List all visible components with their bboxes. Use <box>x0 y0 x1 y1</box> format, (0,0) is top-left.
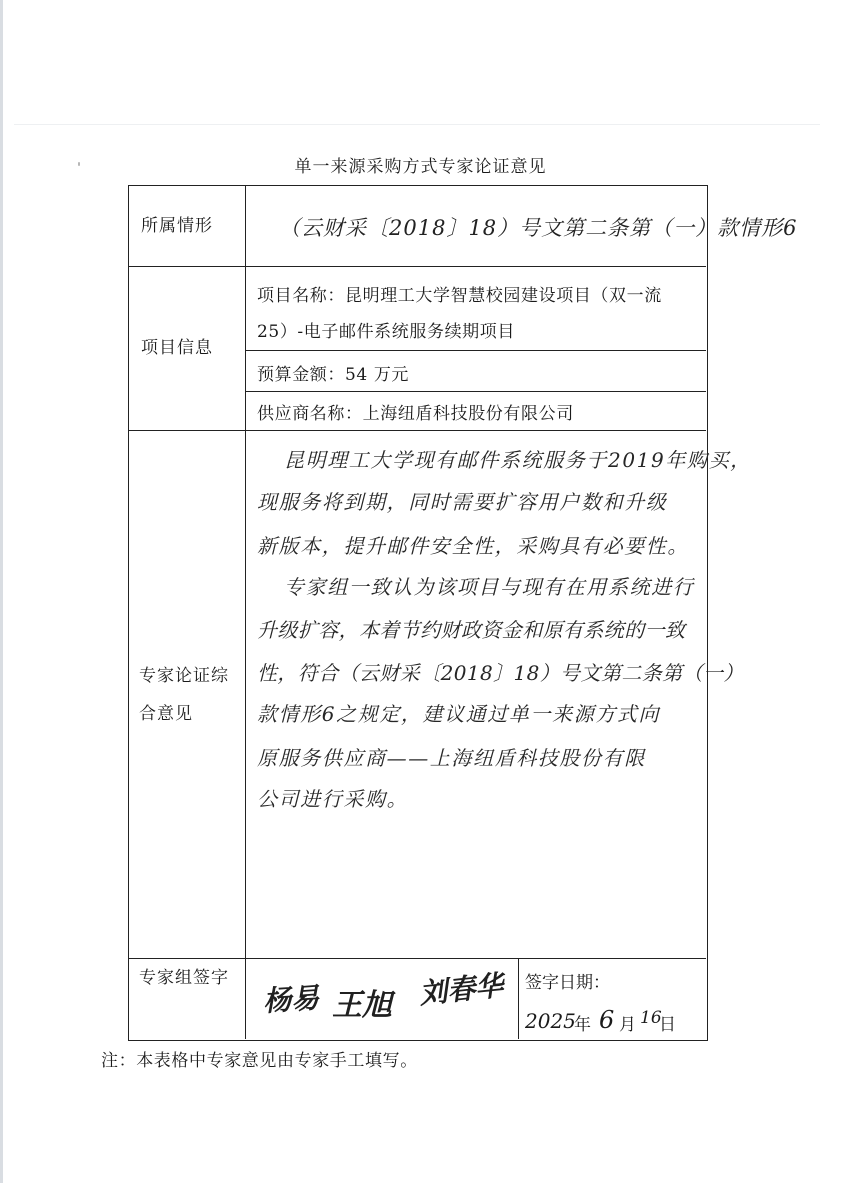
column-divider <box>245 186 246 1039</box>
subrow-divider-name <box>245 350 706 351</box>
category-value: （云财采〔2018〕18）号文第二条第（一）款情形6 <box>279 216 798 240</box>
signer-1: 杨易 <box>262 981 321 1018</box>
document-title: 单一来源采购方式专家论证意见 <box>294 157 547 177</box>
signature-date-day-suffix: 日 <box>659 1015 676 1035</box>
opinion-line: 新版本，提升邮件安全性，采购具有必要性。 <box>257 534 689 558</box>
opinion-line: 原服务供应商——上海纽盾科技股份有限 <box>257 746 646 770</box>
signature-date-year-suffix: 年 <box>574 1015 591 1035</box>
subrow-divider-budget <box>245 391 706 392</box>
opinion-label-line1: 专家论证综 <box>139 666 229 686</box>
category-label: 所属情形 <box>141 216 213 236</box>
opinion-line: 专家组一致认为该项目与现有在用系统进行 <box>284 575 695 599</box>
signature-date-divider <box>518 958 519 1039</box>
row-divider-category <box>129 266 706 267</box>
opinion-line: 款情形6之规定，建议通过单一来源方式向 <box>257 702 661 726</box>
project-budget: 预算金额：54 万元 <box>257 365 410 385</box>
signature-date-month-suffix: 月 <box>619 1015 636 1035</box>
form-table <box>128 185 798 1041</box>
project-name-line2: 25）-电子邮件系统服务续期项目 <box>257 322 515 342</box>
opinion-line: 公司进行采购。 <box>257 787 409 811</box>
footnote: 注：本表格中专家意见由专家手工填写。 <box>101 1051 418 1071</box>
opinion-line: 升级扩容，本着节约财政资金和原有系统的一致 <box>257 618 686 642</box>
project-supplier: 供应商名称：上海纽盾科技股份有限公司 <box>257 404 574 424</box>
signature-date-day: 16 <box>640 1008 662 1028</box>
opinion-line: 昆明理工大学现有邮件系统服务于2019年购买， <box>284 448 752 472</box>
project-name-line1: 项目名称：昆明理工大学智慧校园建设项目（双一流 <box>257 286 662 306</box>
project-label: 项目信息 <box>141 338 213 358</box>
opinion-line: 现服务将到期，同时需要扩容用户数和升级 <box>257 490 668 514</box>
opinion-line: 性，符合（云财采〔2018〕18）号文第二条第（一） <box>257 661 744 685</box>
signature-date-year: 2025 <box>525 1009 576 1033</box>
scan-edge <box>0 0 3 1183</box>
signer-2: 王旭 <box>332 988 392 1023</box>
row-divider-project <box>129 430 706 431</box>
signature-date-month: 6 <box>599 1006 615 1034</box>
opinion-label-line2: 合意见 <box>139 704 193 724</box>
row-divider-opinion <box>129 958 706 959</box>
signer-3: 刘春华 <box>417 968 505 1011</box>
scan-artifact-line <box>14 124 820 125</box>
signature-date-label: 签字日期： <box>525 973 610 993</box>
signature-label: 专家组签字 <box>139 968 229 988</box>
